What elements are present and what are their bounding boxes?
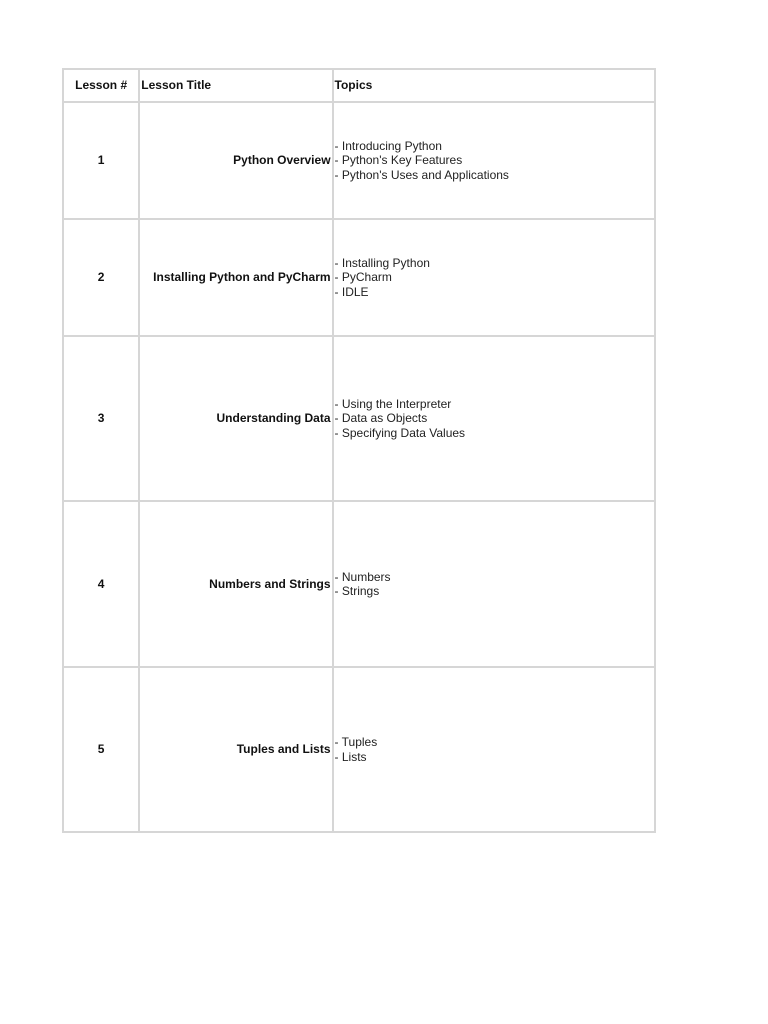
topic-item: - Tuples (334, 735, 378, 749)
lesson-table (62, 68, 656, 833)
lesson-topics (333, 501, 655, 667)
table-row (63, 102, 655, 219)
table-row (63, 219, 655, 336)
table-row (63, 336, 655, 501)
lesson-number: 2 (63, 219, 139, 336)
lesson-number: 1 (63, 102, 139, 219)
topic-item: - Lists (334, 749, 367, 764)
table-row (63, 501, 655, 667)
header-topics: Topics (333, 69, 655, 102)
lesson-title: Python Overview (139, 102, 332, 219)
topic-item: - Installing Python (334, 255, 430, 270)
topic-item: - Strings (334, 584, 380, 598)
lesson-topics (333, 667, 655, 832)
lesson-number: 5 (63, 667, 139, 832)
lesson-title: Understanding Data (139, 336, 332, 501)
lesson-title: Tuples and Lists (139, 667, 332, 832)
lesson-topics (333, 219, 655, 336)
lesson-number: 3 (63, 336, 139, 501)
header-lesson-title: Lesson Title (139, 69, 332, 102)
topic-item: - IDLE (334, 284, 369, 299)
lesson-title: Installing Python and PyCharm (139, 219, 332, 336)
topic-item: - Specifying Data Values (334, 425, 466, 440)
topic-item: - Python's Uses and Applications (334, 167, 509, 182)
topic-item: - Using the Interpreter (334, 396, 452, 411)
topic-item: - Introducing Python (334, 138, 442, 153)
lesson-topics (333, 336, 655, 501)
topic-item: - Python's Key Features (334, 153, 463, 168)
lesson-topics (333, 102, 655, 219)
topic-item: - Data as Objects (334, 411, 428, 426)
topic-item: - PyCharm (334, 270, 392, 285)
lesson-title: Numbers and Strings (139, 501, 332, 667)
lesson-number: 4 (63, 501, 139, 667)
topic-item: - Numbers (334, 569, 391, 584)
header-lesson-number: Lesson # (63, 69, 139, 102)
header-row (63, 69, 655, 102)
table-row (63, 667, 655, 832)
